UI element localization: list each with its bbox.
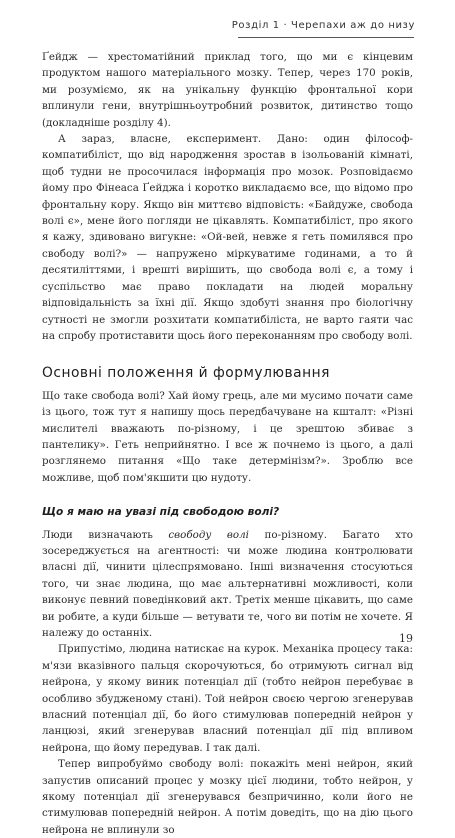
paragraph-sub-3: Тепер випробуймо свободу волі: покажіть мені нейрон, який запустив описаний процес у мозку цієї людини, тобто нейрон, у якому потенціал дії згенерувався безпричинно, коли його не стимулював попередній нейрон. А потім доведіть, що на дію цього нейрона не вплинули зо: [42, 758, 413, 836]
running-head-rule: [238, 37, 414, 38]
paragraph-sub-1: [42, 527, 413, 642]
paragraph-sub-1-emphasis: свободу волі: [168, 528, 249, 541]
paragraph-sub-1-lead: Люди визначають: [42, 528, 169, 541]
paragraph-intro-1: Ґейдж — хрестоматійний приклад того, що ми є кінцевим продуктом нашого матеріального мозку. Тепер, через 170 років, ми розуміємо, як на унікальну функцію фронтальної кори вплинули гени, внутрішньоутробний розвиток, дитинство тощо (докладніше розділу 4).: [42, 51, 413, 129]
subsection-heading: Що я маю на увазі під свободою волі?: [42, 506, 280, 519]
running-head: Розділ 1 · Черепахи аж до низу: [231, 20, 415, 31]
paragraph-section-1: Що таке свобода волі? Хай йому грець, але ми мусимо почати саме із цього, тож тут я напишу щось передбачуване на кшталт: «Різні мислителі вважають по-різному, і це зрештою збиває з пантелику». Геть неприйнятно. І все ж почнемо із цього, а далі розглянемо питання «Що таке детермінізм?». Зроблю все можливе, щоб пом'якшити цю нудоту.: [42, 389, 413, 484]
section-heading: Основні положення й формулювання: [42, 365, 330, 382]
paragraph-sub-2: Припустімо, людина натискає на курок. Механіка процесу така: м'язи вказівного пальця скорочуються, бо отримують сигнал від нейрона, у якому виник потенціал дії (тобто нейрон перебуває в особливо збудженому стані). Той нейрон своєю чергою згенерував власний потенціал дії, бо його стимулював попередній нейрон у ланцюзі, який згенерував власний потенціал дії під впливом нейрона, що йому передував. І так далі.: [42, 643, 413, 754]
page-number: 19: [399, 632, 413, 645]
paragraph-intro-2: А зараз, власне, експеримент. Дано: один філософ-компатибіліст, що від народження зростав в ізольованій кімнаті, щоб тудни не просочилася інформація про мозок. Розповідаємо йому про Фінеаса Ґейджа і коротко викладаємо все, що відомо про фронтальну кору. Якщо він миттєво відповість: «Байдуже, свобода волі є», мене його погляди не цікавлять. Компатибіліст, про якого я кажу, здивовано вигукне: «Ой-вей, невже я геть помилявся про свободу волі?» — напружено міркуватиме годинами, а то й десятиліттями, і врешті вирішить, що свобода волі є, а тому і суспільство має право покладати на людей моральну відповідальність за їхні дії. Якщо здобуті знання про біологічну сутності не змогли розхитати компатибіліста, не варто гаяти час на спробу протиставити щось його переконанням про свободу волі.: [42, 133, 413, 342]
paragraph-sub-1-rest: по-різному. Багато хто зосереджується на агентності: чи може людина контролювати власні дії, чинити цілеспрямовано. Інші визначення стосуються того, чи знає людина, що має альтернативні можливості, коли виконує певний поведінковий акт. Третіх менше цікавить, що саме ви робите, а куди більше — ветувати те, чого ви потім не хочете. Я належу до останніх.: [42, 528, 413, 639]
page-body: [42, 49, 413, 838]
